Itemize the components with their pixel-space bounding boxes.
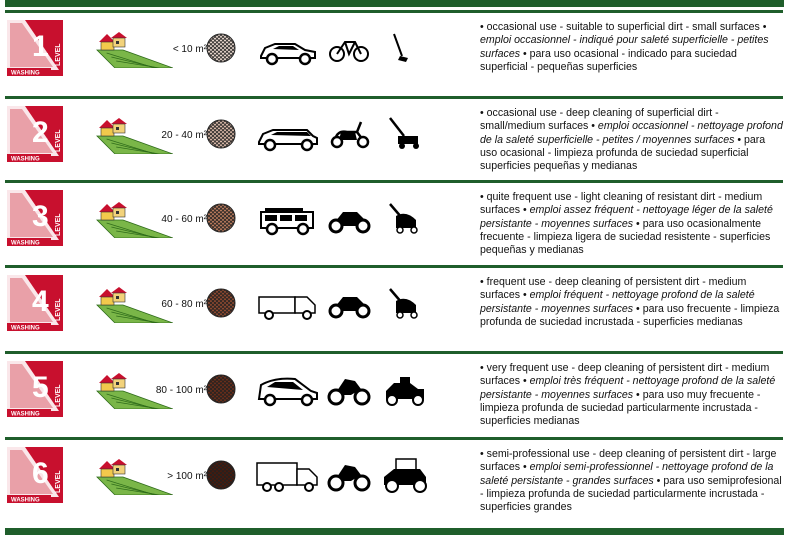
level-description <box>480 276 785 329</box>
description-french-text: emploi assez fréquent - nettoyage léger de la saleté persistante - moyennes surfaces <box>480 204 773 230</box>
washing-level-badge-icon <box>7 106 63 162</box>
dirt-level-icon <box>206 203 236 233</box>
level-description <box>480 362 785 428</box>
description-text: • occasional use - suitable to superficial dirt - small surfaces • <box>480 21 767 33</box>
dirt-level-icon <box>206 288 236 318</box>
dirt-level-icon <box>206 119 236 149</box>
badge-washing-text: WASHING <box>11 70 40 76</box>
description-text: • frequent use - deep cleaning of persistent dirt - medium surfaces • <box>480 276 747 302</box>
level-description <box>480 107 785 173</box>
level-row-1 <box>5 10 783 88</box>
description-text: • occasional use - deep cleaning of superficial dirt - small/medium surfaces • <box>480 107 719 133</box>
push-mower-icon <box>380 283 428 323</box>
washing-level-badge-icon <box>7 361 63 417</box>
badge-level-text: LEVEL <box>55 470 62 493</box>
surface-area-label: > 100 m² <box>167 470 207 482</box>
bicycle-icon <box>327 28 371 68</box>
box-truck-icon <box>255 455 320 495</box>
washing-level-badge-icon <box>7 190 63 246</box>
description-text: • para uso muy frecuente - limpieza profunda de suciedad particularmente incrustada - superficies medianas <box>480 388 761 428</box>
dirt-level-icon <box>206 33 236 63</box>
description-text: • para uso ocasionalmente frecuente - limpieza ligera de suciedad resistente - superficies pequeñas y medianas <box>480 217 771 257</box>
car-icon <box>255 28 320 68</box>
description-text: • para uso semiprofesional - limpieza profunda de suciedad particularmente incrustada - superficies grandes <box>480 474 782 514</box>
pickup-truck-icon <box>255 283 320 323</box>
description-french-text: emploi semi-professionnel - nettoyage profond de la saleté persistante - grandes surfaces <box>480 461 774 487</box>
description-french-text: emploi occasionnel - indiqué pour saleté superficielle - petites surfaces <box>480 34 769 60</box>
estate-car-icon <box>255 114 320 154</box>
row-separator <box>5 180 783 183</box>
bottom-border <box>5 528 784 535</box>
badge-level-text: LEVEL <box>55 43 62 66</box>
badge-washing-text: WASHING <box>11 325 40 331</box>
level-description <box>480 191 785 257</box>
level-description <box>480 448 785 514</box>
scooter-icon <box>327 114 371 154</box>
badge-number: 3 <box>32 200 49 233</box>
surface-area-label: 80 - 100 m² <box>155 384 207 396</box>
ride-on-mower-icon <box>380 369 428 409</box>
level-row-2 <box>5 96 783 174</box>
badge-level-text: LEVEL <box>55 213 62 236</box>
description-text: • para uso frecuente - limpieza profunda de suciedad incrustada - superficies medianas <box>480 302 780 328</box>
badge-washing-text: WASHING <box>11 240 40 246</box>
level-description <box>480 21 785 74</box>
level-row-3 <box>5 180 783 258</box>
level-row-6 <box>5 437 783 515</box>
washing-level-badge-icon <box>7 20 63 76</box>
row-separator <box>5 437 783 440</box>
level-row-5 <box>5 351 783 429</box>
surface-area-label: 40 - 60 m² <box>161 213 207 225</box>
motorcycle-icon <box>327 198 371 238</box>
motorcycle-icon <box>327 283 371 323</box>
surface-area-label: 60 - 80 m² <box>161 298 207 310</box>
hand-tool-icon <box>380 28 428 68</box>
washing-level-badge-icon <box>7 275 63 331</box>
dirt-level-icon <box>206 374 236 404</box>
description-text: • para uso ocasional - indicado para suciedad superficial - pequeñas superficies <box>480 47 737 73</box>
description-french-text: emploi très fréquent - nettoyage profond de la saleté persistante - moyennes surfaces <box>480 375 776 401</box>
badge-washing-text: WASHING <box>11 497 40 503</box>
dirt-level-icon <box>206 460 236 490</box>
description-french-text: emploi occasionnel - nettoyage profond de la saleté superficielle - petites / moyennes surfaces <box>480 120 783 146</box>
description-french-text: emploi fréquent - nettoyage profond de la saleté persistante - moyennes surfaces <box>480 289 755 315</box>
row-separator <box>5 351 783 354</box>
surface-area-label: < 10 m² <box>172 43 207 55</box>
row-separator <box>5 10 783 13</box>
dirt-bike-icon <box>327 369 371 409</box>
suv-icon <box>255 198 320 238</box>
badge-number: 1 <box>32 30 49 63</box>
push-mower-icon <box>380 198 428 238</box>
badge-level-text: LEVEL <box>55 298 62 321</box>
badge-washing-text: WASHING <box>11 411 40 417</box>
badge-number: 4 <box>32 285 49 318</box>
minivan-icon <box>255 369 320 409</box>
description-text: • para uso ocasional - limpieza profunda de suciedad superficial superficies pequeñas y medianas <box>480 133 766 173</box>
badge-level-text: LEVEL <box>55 129 62 152</box>
row-separator <box>5 265 783 268</box>
dirt-bike-icon <box>327 455 371 495</box>
badge-level-text: LEVEL <box>55 384 62 407</box>
badge-washing-text: WASHING <box>11 156 40 162</box>
description-text: • semi-professional use - deep cleaning of persistent dirt - large surfaces • <box>480 448 777 474</box>
top-border <box>5 0 784 7</box>
row-separator <box>5 96 783 99</box>
level-row-4 <box>5 265 783 343</box>
description-text: • quite frequent use - light cleaning of resistant dirt - medium surfaces • <box>480 191 763 217</box>
surface-area-label: 20 - 40 m² <box>161 129 207 141</box>
description-text: • very frequent use - deep cleaning of persistent dirt - medium surfaces • <box>480 362 770 388</box>
garden-tractor-icon <box>380 455 428 495</box>
badge-number: 6 <box>32 457 49 490</box>
badge-number: 5 <box>32 371 49 404</box>
washing-level-badge-icon <box>7 447 63 503</box>
badge-number: 2 <box>32 116 49 149</box>
lawn-mower-icon <box>380 114 428 154</box>
